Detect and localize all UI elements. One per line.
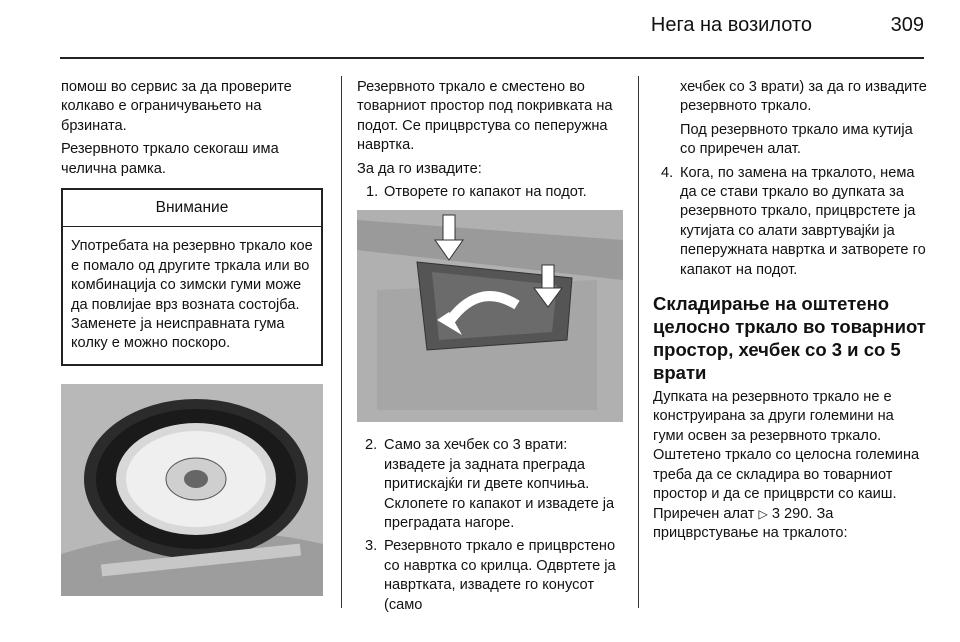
steps-list bbox=[357, 436, 625, 615]
list-item bbox=[357, 537, 625, 615]
page-reference[interactable]: 3 290. За прицврстување на тркалото: bbox=[653, 505, 848, 541]
step-text: Отворете го капакот на подот. bbox=[384, 184, 587, 201]
list-item bbox=[357, 436, 625, 533]
spare-wheel-figure bbox=[61, 384, 323, 596]
paragraph: хечбек со 3 врати) за да го извадите резервното тркало. bbox=[680, 79, 927, 115]
reference-arrow-icon: ▷ bbox=[758, 506, 768, 521]
warning-box bbox=[61, 188, 323, 366]
section-heading: Складирање на оштетено целосно тркало во товарниот простор, хечбек со 3 и со 5 врати bbox=[653, 293, 926, 384]
step-number: 2. bbox=[365, 437, 378, 454]
floor-cover-figure bbox=[357, 210, 623, 422]
column-3 bbox=[653, 78, 928, 547]
step-text: Само за хечбек со 3 врати: извадете ја задната преграда притискајќи ги двете копчиња. Склопете го капакот и извадете ја преградата нагоре. bbox=[384, 437, 615, 532]
paragraph: помош во сервис за да проверите колкаво е ограничувањето на брзината. bbox=[61, 79, 292, 134]
step-text: Кога, по замена на тркалото, нема да се стави тркало во дупката за резервното тркало, прицврстете ја кутијата со алати завртувајќи ја пеперужната навртка и затворете го капакот на подот. bbox=[680, 164, 926, 278]
warning-text: Употребата на резервно тркало кое е помало од другите тркала или во комбинација со зимски гуми може да повлијае врз возната состојба. Заменете ја неисправната гума колку е можно поскоро. bbox=[71, 238, 313, 352]
column-divider bbox=[638, 76, 639, 608]
page-number: 309 bbox=[890, 14, 924, 36]
paragraph: Резервното тркало е сместено во товарниот простор под покривката на подот. Се прицврстува со пеперужна навртка. bbox=[357, 79, 613, 154]
column-divider bbox=[341, 76, 342, 608]
header-title: Нега на возилото bbox=[650, 14, 812, 36]
floor-cover-illustration bbox=[357, 210, 623, 422]
paragraph: Под резервното тркало има кутија со приречен алат. bbox=[680, 121, 913, 158]
paragraph bbox=[653, 388, 928, 543]
list-item bbox=[653, 164, 928, 280]
step-text: Резервното тркало е прицврстено со навртка со крилца. Одвртете ја навртката, извадете го конусот (само bbox=[384, 538, 616, 613]
steps-list bbox=[357, 183, 625, 202]
header-rule bbox=[60, 57, 924, 59]
step-number: 4. bbox=[661, 164, 674, 181]
step-number: 1. bbox=[366, 184, 379, 201]
paragraph: Резервното тркало секогаш има челична рамка. bbox=[61, 141, 279, 177]
steps-list bbox=[653, 164, 928, 280]
column-2 bbox=[357, 78, 625, 619]
paragraph: За да го извадите: bbox=[357, 160, 482, 177]
paragraph-text: Дупката на резервното тркало не е конструирана за други големини на гуми освен за резервното тркало. Оштетено тркало со целосна големина треба да се складира во товарниот простор и да се прицврсти со каиш. Приречен алат bbox=[653, 389, 920, 522]
list-item bbox=[357, 183, 625, 202]
spare-wheel-illustration bbox=[61, 384, 323, 596]
step-number: 3. bbox=[365, 538, 378, 555]
column-1 bbox=[61, 78, 325, 596]
warning-title: Внимание bbox=[63, 190, 321, 227]
